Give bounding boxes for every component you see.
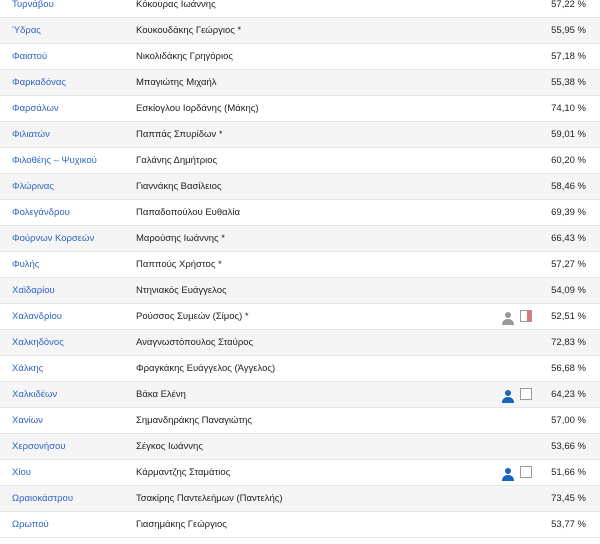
party-indicator bbox=[501, 0, 537, 18]
municipality-cell bbox=[12, 356, 43, 382]
table-row bbox=[0, 460, 600, 486]
municipality-cell bbox=[12, 278, 55, 304]
person-icon bbox=[501, 466, 515, 480]
table-row bbox=[0, 70, 600, 96]
municipality-cell bbox=[12, 44, 47, 70]
party-indicator bbox=[501, 408, 537, 434]
mayor-name: Σημανδηράκης Παναγιώτης bbox=[136, 415, 252, 426]
party-indicator bbox=[501, 174, 537, 200]
person-icon bbox=[501, 310, 515, 324]
table-row bbox=[0, 96, 600, 122]
party-indicator bbox=[501, 512, 537, 538]
mayor-name: Γαλάνης Δημήτριος bbox=[136, 155, 218, 166]
municipality-cell bbox=[12, 200, 70, 226]
municipality-cell bbox=[12, 434, 66, 460]
municipality-link[interactable]: Χαλκιδέων bbox=[12, 389, 58, 400]
vote-percentage: 55,38 % bbox=[551, 77, 586, 88]
municipality-cell bbox=[12, 252, 39, 278]
table-row bbox=[0, 148, 600, 174]
party-indicator bbox=[501, 278, 537, 304]
municipality-cell bbox=[12, 304, 62, 330]
party-indicator bbox=[501, 460, 537, 486]
party-flag-icon bbox=[520, 310, 532, 322]
municipality-cell bbox=[12, 96, 59, 122]
person-icon bbox=[501, 388, 515, 402]
party-indicator bbox=[501, 434, 537, 460]
vote-percentage: 52,51 % bbox=[551, 311, 586, 322]
municipality-cell bbox=[12, 148, 97, 174]
table-row bbox=[0, 18, 600, 44]
party-indicator bbox=[501, 148, 537, 174]
municipality-link[interactable]: Χάλκης bbox=[12, 363, 44, 374]
municipality-link[interactable]: Φιλοθέης – Ψυχικού bbox=[12, 155, 97, 166]
table-row bbox=[0, 382, 600, 408]
municipality-link[interactable]: Χαϊδαρίου bbox=[12, 285, 55, 296]
mayor-name: Παπαδοπούλου Ευθαλία bbox=[136, 207, 240, 218]
municipality-link[interactable]: Ύδρας bbox=[12, 25, 41, 36]
vote-percentage: 53,66 % bbox=[551, 441, 586, 452]
municipality-link[interactable]: Φαρσάλων bbox=[12, 103, 59, 114]
municipality-link[interactable]: Χερσονήσου bbox=[12, 441, 66, 452]
municipality-cell bbox=[12, 174, 54, 200]
municipality-link[interactable]: Ωραιοκάστρου bbox=[12, 493, 74, 504]
vote-percentage: 51,66 % bbox=[551, 467, 586, 478]
mayor-name: Παππάς Σπυρίδων * bbox=[136, 129, 223, 140]
municipality-cell bbox=[12, 486, 73, 512]
mayor-name: Φραγκάκης Ευάγγελος (Άγγελος) bbox=[136, 363, 276, 374]
party-indicator bbox=[501, 200, 537, 226]
municipality-link[interactable]: Χίου bbox=[12, 467, 31, 478]
municipality-link[interactable]: Φλώρινας bbox=[12, 181, 54, 192]
vote-percentage: 57,18 % bbox=[551, 51, 586, 62]
vote-percentage: 73,45 % bbox=[551, 493, 586, 504]
municipality-cell bbox=[12, 330, 64, 356]
municipality-cell bbox=[12, 226, 94, 252]
municipality-cell bbox=[12, 122, 50, 148]
mayor-name: Ντηνιακός Ευάγγελος bbox=[136, 285, 227, 296]
party-indicator bbox=[501, 330, 537, 356]
municipality-link[interactable]: Φυλής bbox=[12, 259, 40, 270]
vote-percentage: 72,83 % bbox=[551, 337, 586, 348]
party-indicator bbox=[501, 226, 537, 252]
municipality-link[interactable]: Φούρνων Κορσεών bbox=[12, 233, 95, 244]
party-indicator bbox=[501, 44, 537, 70]
vote-percentage: 57,27 % bbox=[551, 259, 586, 270]
table-row bbox=[0, 226, 600, 252]
municipality-cell bbox=[12, 0, 54, 18]
mayor-name: Γιασημάκης Γεώργιος bbox=[136, 519, 227, 530]
municipality-cell bbox=[12, 70, 66, 96]
mayor-name: Μπαγιώτης Μιχαήλ bbox=[136, 77, 217, 88]
mayor-name: Εσκίογλου Ιορδάνης (Μάκης) bbox=[136, 103, 259, 114]
vote-percentage: 57,00 % bbox=[551, 415, 586, 426]
vote-percentage: 66,43 % bbox=[551, 233, 586, 244]
table-row bbox=[0, 486, 600, 512]
vote-percentage: 53,77 % bbox=[551, 519, 586, 530]
party-indicator bbox=[501, 96, 537, 122]
municipality-link[interactable]: Φιλιατών bbox=[12, 129, 50, 140]
mayor-name: Κόκουρας Ιωάννης bbox=[136, 0, 216, 10]
mayor-name: Παππούς Χρήστος * bbox=[136, 259, 222, 270]
vote-percentage: 64,23 % bbox=[551, 389, 586, 400]
party-indicator bbox=[501, 122, 537, 148]
vote-percentage: 55,95 % bbox=[551, 25, 586, 36]
party-indicator bbox=[501, 356, 537, 382]
vote-percentage: 69,39 % bbox=[551, 207, 586, 218]
municipality-cell bbox=[12, 460, 31, 486]
table-row bbox=[0, 122, 600, 148]
municipality-cell bbox=[12, 382, 57, 408]
municipality-link[interactable]: Φολεγάνδρου bbox=[12, 207, 70, 218]
table-row bbox=[0, 304, 600, 330]
municipality-cell bbox=[12, 512, 49, 538]
municipality-link[interactable]: Χαλανδρίου bbox=[12, 311, 62, 322]
municipality-cell bbox=[12, 18, 41, 44]
table-row bbox=[0, 434, 600, 460]
table-row bbox=[0, 174, 600, 200]
mayor-name: Βάκα Ελένη bbox=[136, 389, 186, 400]
mayor-name: Νικολιδάκης Γρηγόριος bbox=[136, 51, 233, 62]
table-row bbox=[0, 252, 600, 278]
vote-percentage: 56,68 % bbox=[551, 363, 586, 374]
mayor-name: Ρούσσος Συμεών (Σίμος) * bbox=[136, 311, 249, 322]
table-row bbox=[0, 200, 600, 226]
municipality-link[interactable]: Χαλκηδόνος bbox=[12, 337, 64, 348]
table-row bbox=[0, 0, 600, 18]
municipality-cell bbox=[12, 408, 43, 434]
mayor-name: Μαρούσης Ιωάννης * bbox=[136, 233, 225, 244]
vote-percentage: 59,01 % bbox=[551, 129, 586, 140]
table-row bbox=[0, 278, 600, 304]
municipality-link[interactable]: Τυρνάβου bbox=[12, 0, 54, 10]
mayor-name: Τσακίρης Παντελεήμων (Παντελής) bbox=[136, 493, 283, 504]
party-indicator bbox=[501, 252, 537, 278]
party-indicator bbox=[501, 18, 537, 44]
table-row bbox=[0, 408, 600, 434]
municipality-link[interactable]: Φαιστού bbox=[12, 51, 48, 62]
vote-percentage: 54,09 % bbox=[551, 285, 586, 296]
mayor-name: Σέγκος Ιωάννης bbox=[136, 441, 203, 452]
vote-percentage: 74,10 % bbox=[551, 103, 586, 114]
table-row bbox=[0, 512, 600, 538]
vote-percentage: 58,46 % bbox=[551, 181, 586, 192]
party-indicator bbox=[501, 304, 537, 330]
vote-percentage: 60,20 % bbox=[551, 155, 586, 166]
party-flag-icon bbox=[520, 466, 532, 478]
mayor-name: Γιαννάκης Βασίλειος bbox=[136, 181, 222, 192]
municipality-link[interactable]: Ωρωπού bbox=[12, 519, 49, 530]
table-row bbox=[0, 330, 600, 356]
mayor-name: Κουκουδάκης Γεώργιος * bbox=[136, 25, 242, 36]
municipality-link[interactable]: Χανίων bbox=[12, 415, 43, 426]
mayor-name: Κάρμαντζης Σταμάτιος bbox=[136, 467, 231, 478]
party-flag-icon bbox=[520, 388, 532, 400]
vote-percentage: 57,22 % bbox=[551, 0, 586, 10]
mayor-name: Αναγνωστόπουλος Σταύρος bbox=[136, 337, 254, 348]
party-indicator bbox=[501, 382, 537, 408]
party-indicator bbox=[501, 70, 537, 96]
table-row bbox=[0, 356, 600, 382]
municipality-link[interactable]: Φαρκαδόνας bbox=[12, 77, 66, 88]
party-indicator bbox=[501, 486, 537, 512]
table-row bbox=[0, 44, 600, 70]
